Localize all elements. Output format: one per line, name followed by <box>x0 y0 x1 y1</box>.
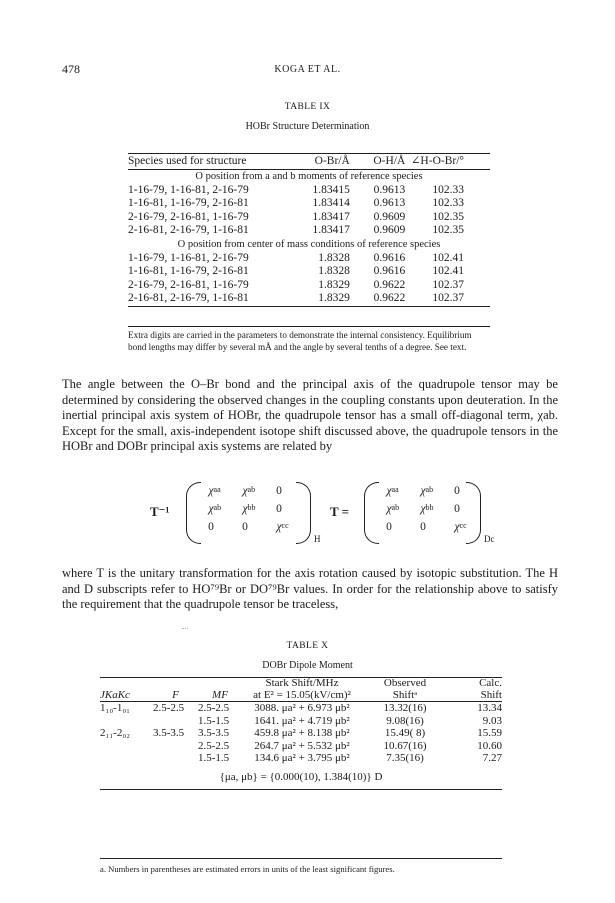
column-header: O-H/Å <box>350 154 405 170</box>
table-ix-footnote: Extra digits are carried in the parameters to demonstrate the internal consistency. Equilibrium bond lengths may differ by several mÅ and the angle by several tenths of a degree. See text. <box>128 329 490 353</box>
table-row: 2.5-2.5 264.7 μa² + 5.532 μb² 10.67(16) 10.60 <box>198 739 502 752</box>
dipole-summary: {μa, μb} = {0.000(10), 1.384(10)} D <box>100 765 502 790</box>
group-heading: O position from center of mass conditions of reference species <box>177 238 441 250</box>
table-row: 1-16-81, 1-16-79, 2-16-81 1.8328 0.9616 102.41 <box>128 265 464 278</box>
column-header: MF <box>198 689 242 702</box>
column-header: ∠H-O-Br/° <box>405 154 490 170</box>
column-header: Species used for structure <box>128 154 284 170</box>
equation-prefix: T⁻¹ <box>150 504 170 519</box>
table-row: 2-16-81, 2-16-79, 1-16-81 1.8329 0.9622 102.37 <box>128 292 490 306</box>
table-row: 1.5-1.5 134.6 μa² + 3.795 μb² 7.35(16) 7.27 <box>198 752 502 765</box>
table-row: 2-16-79, 2-16-81, 1-16-79 1.8329 0.9622 102.37 <box>128 278 464 291</box>
column-header: F <box>153 689 198 702</box>
table-ix <box>128 153 490 307</box>
divider <box>182 628 188 630</box>
column-header: at E² = 15.05(kV/cm)² <box>242 689 362 702</box>
equation-subscript: Dc <box>484 534 495 544</box>
table-ix-title: HOBr Structure Determination <box>245 121 370 132</box>
table-row: 1-16-79, 1-16-81, 2-16-79 1.83415 0.9613 102.33 <box>128 183 464 196</box>
column-header: Shift <box>448 689 502 702</box>
table-row: 2-16-81, 2-16-79, 1-16-81 1.83417 0.9609 102.35 <box>128 224 464 237</box>
column-header: O-Br/Å <box>284 154 350 170</box>
equation-prefix: T = <box>330 504 350 519</box>
table-row: 1-16-81, 1-16-79, 2-16-81 1.83414 0.9613 102.33 <box>128 197 464 210</box>
column-header: Stark Shift/MHz <box>242 678 362 690</box>
table-x-footnote: a. Numbers in parentheses are estimated errors in units of the least significant figures. <box>100 864 520 874</box>
table-x <box>100 677 502 790</box>
table-ix-label: TABLE IX <box>284 102 331 112</box>
table-row: 2₁₁-2₀₂ 3.5-3.5 3.5-3.5 459.8 μa² + 8.138 μb² 15.49( 8) 15.59 <box>100 727 502 740</box>
page-number: 478 <box>62 62 80 76</box>
group-heading: O position from a and b moments of reference species <box>195 171 423 182</box>
table-x-label: TABLE X <box>286 641 329 651</box>
equation-subscript: H <box>314 534 321 544</box>
table-x-title: DOBr Dipole Moment <box>262 660 353 671</box>
body-paragraph: The angle between the O–Br bond and the principal axis of the quadrupole tensor may be determined by considering the observed changes in the coupling constants upon deuteration. In the inertial principal axis system of HOBr, the quadrupole tensor has a small off-diagonal term, χab. Except for the small, axis-independent isotope shift discussed above, the quadrupole tensors in the HOBr and DOBr principal axis systems are related by <box>62 377 558 454</box>
column-header: JKaKc <box>100 689 153 702</box>
table-row: 1.5-1.5 1641. μa² + 4.719 μb² 9.08(16) 9.03 <box>198 714 502 727</box>
column-header: Calc. <box>448 678 502 690</box>
table-row: 1₁₀-1₀₁ 2.5-2.5 2.5-2.5 3088. μa² + 6.973 μb² 13.32(16) 13.34 <box>100 702 502 714</box>
column-header: Shiftᵃ <box>362 689 448 702</box>
table-row: 1-16-79, 1-16-81, 2-16-79 1.8328 0.9616 102.41 <box>128 251 464 264</box>
body-paragraph: where T is the unitary transformation for the axis rotation caused by isotopic substitution. The H and D subscripts refer to HO⁷⁹Br or DO⁷⁹Br values. In order for the relationship above to satisfy the requirement that the quadrupole tensor be traceless, <box>62 566 558 612</box>
running-head: KOGA ET AL. <box>274 64 341 75</box>
tensor-equation: T⁻¹ χ aa χ ab 0 χ ab χ bb 0 0 0 χ cc H T = χ aa χ ab 0 χ ab χ bb 0 0 0 χ cc Dc <box>150 482 480 552</box>
table-row: 2-16-79, 2-16-81, 1-16-79 1.83417 0.9609 102.35 <box>128 210 464 223</box>
column-header: Observed <box>362 678 448 690</box>
